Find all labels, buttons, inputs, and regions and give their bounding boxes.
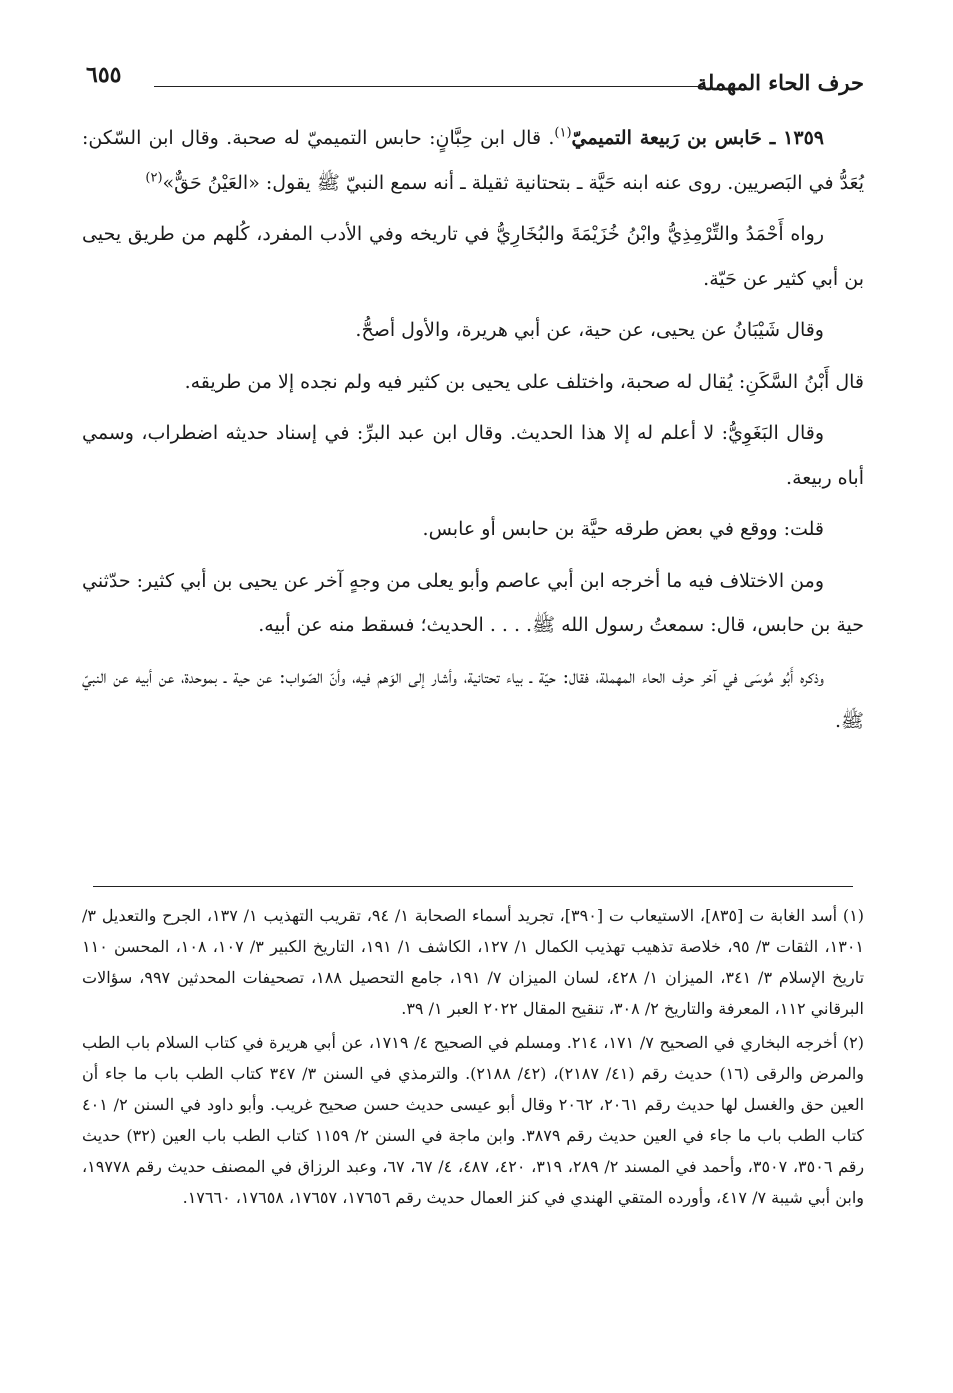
entry-heading: ١٣٥٩ ـ حَابس بن رَبيعة التميميّ [571, 127, 824, 149]
main-text [82, 116, 864, 751]
footnote-marker: (١) [554, 125, 572, 141]
running-title: حرف الحاء المهملة [696, 70, 864, 95]
paragraph: رواه أَحْمَدُ والتِّرْمِذِيُّ وابْنُ خُزَيْمَةَ والبُخَارِيُّ في تاريخه وفي الأدب المفرد، كُلهم من طريق يحيى بن أبي كثير عن حَيّة. [82, 223, 864, 290]
paragraph: قال أَبْنُ السَّكَنِ: يُقال له صحبة، واختلف على يحيى بن كثير فيه ولم نجده إلا من طريقه. [184, 370, 864, 393]
entry-intro: قال ابن حِبَّانٍ: حابس التميميّ له صحبة. وقال ابن السّكن: يُعَدُّ في البَصريين. روى عنه ابنه حَيَّة ـ بتحتانية ثقيلة ـ أنه سمع النبيّ ﷺ يقول: «العَيْنُ حَقٌّ» [82, 127, 864, 194]
entry-paragraph: ١٣٥٩ ـ حَابس بن رَبيعة التميميّ$^{(١)}$. قال ابن حِبَّانٍ: حابس التميميّ له صحبة. وقال ابن السّكن: يُعَدُّ في البَصريين. روى عنه ابنه حَيَّة ـ بتحتانية ثقيلة ـ أنه سمع النبيّ ﷺ يقول: «العَيْنُ حَقٌّ»$^{(٢)}$ [82, 125, 864, 194]
paragraph: وذكره أَبُو مُوسَى في آخر حرف الحاء المهملة، فقال: حيّة ـ بياء تحتانية، وأشار إلى الوَهم فيه، وأنّ الصّواب: عن حية ـ بموحدة، عن أبيه عن النبيّ ﷺ. [82, 665, 864, 732]
footnote: (٢) أخرجه البخاري في الصحيح ٧/ ١٧١، ٢١٤. ومسلم في الصحيح ٤/ ١٧١٩، عن أبي هريرة في كتاب السلام باب الطب والمرض والرقى (١٦) حديث رقم (٤١/ ٢١٨٧)، (٤٢/ ٢١٨٨). والترمذي في السنن ٣/ ٣٤٧ كتاب الطب باب ما جاء أن العين حق والغسل لها حديث رقم ٢٠٦١، ٢٠٦٢ وقال أبو عيسى حديث حسن صحيح غريب. وأبو داود في السنن ٢/ ٤٠١ كتاب الطب باب ما جاء في العين حديث رقم ٣٨٧٩. وابن ماجة في السنن ٢/ ١١٥٩ كتاب الطب باب العين (٣٢) حديث رقم ٣٥٠٦، ٣٥٠٧، وأحمد في المسند ٢/ ٢٨٩، ٣١٩، ٤٢٠، ٤٨٧، ٤/ ٦٧، ٦٧، وعبد الرزاق في المصنف حديث رقم ١٩٧٧٨، وابن أبي شيبة ٧/ ٤١٧، وأورده المتقي الهندي في كنز العمال حديث رقم ١٧٦٥٦، ١٧٦٥٧، ١٧٦٥٨، ١٧٦٦٠. [82, 1033, 865, 1207]
paragraph: وقال شَيْبَانُ عن يحيى، عن حية، عن أبي هريرة، والأول أصحُّ. [355, 319, 824, 341]
page-header [82, 58, 864, 108]
paragraph: ومن الاختلاف فيه ما أخرجه ابن أبي عاصم وأبو يعلى من وجهٍ آخر عن يحيى بن أبي كثير: حدّثني حية بن حابس، قال: سمعتُ رسول الله ﷺ. . . . الحديث؛ فسقط منه عن أبيه. [82, 569, 864, 636]
footnote-marker: (٢) [145, 170, 163, 186]
paragraph: وقال البَغَوِيُّ: لا أعلم له إلا هذا الحديث. وقال ابن عبد البرِّ: في إسناد حديثه اضطراب، وسمي أباه ربيعة. [82, 422, 864, 489]
footnote: (١) أسد الغابة ت [٨٣٥]، الاستيعاب ت [٣٩٠]، تجريد أسماء الصحابة ١/ ٩٤، تقريب التهذيب ١/ ١٣٧، الجرح والتعديل ٣/ ١٣٠١، الثقات ٣/ ٩٥، خلاصة تذهيب تهذيب الكمال ١/ ١٢٧، الكاشف ١/ ١٩١، التاريخ الكبير ٣/ ١٠٧، ١٠٨، المحسن ١١٠ تاريخ الإسلام ٣/ ٣٤١، الميزان ١/ ٤٢٨، لسان الميزان ٧/ ١٩١، جامع التحصيل ١٨٨، تصحيفات المحدثين ٩٩٧، سؤالات البرقاني ١١٢، المعرفة والتاريخ ٢/ ٣٠٨، تنقيح المقال ٢٠٢٢ العبر ١/ ٣٩. [82, 906, 865, 1018]
page-number: ٦٥٥ [86, 62, 122, 88]
footnote-divider [93, 886, 853, 887]
footnotes [82, 900, 864, 1216]
paragraph: قلت: ووقع في بعض طرقه حيَّة بن حابس أو عابس. [422, 518, 824, 540]
header-rule [154, 86, 704, 87]
